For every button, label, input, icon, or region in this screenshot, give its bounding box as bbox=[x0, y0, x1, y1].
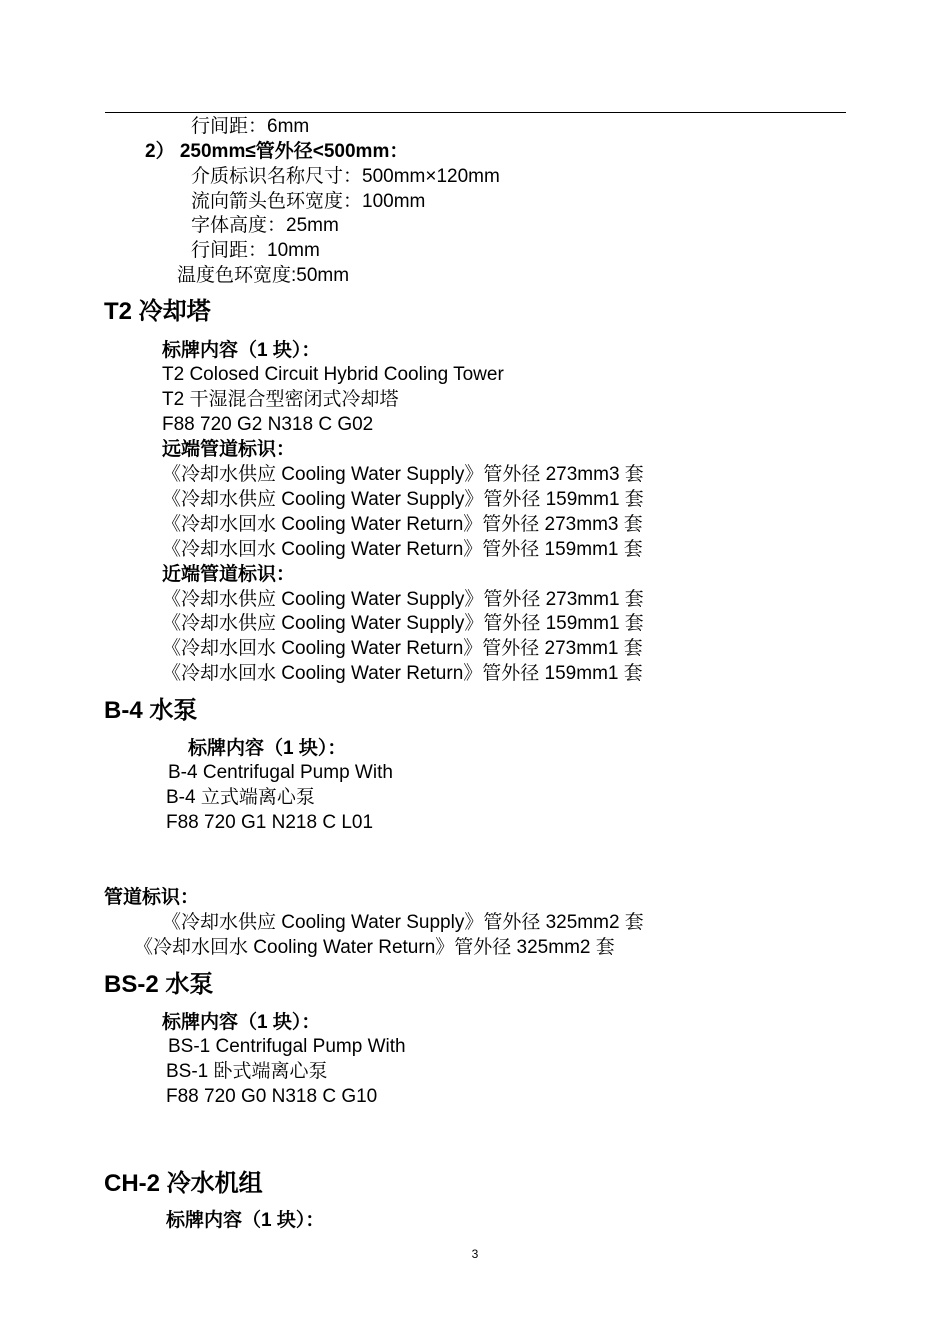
temp-ring-width: 温度色环宽度:50mm bbox=[177, 265, 350, 286]
section-heading-b4: B-4 水泵 bbox=[104, 697, 198, 724]
font-height: 字体高度：25mm bbox=[191, 215, 339, 236]
ring-width: 流向箭头色环宽度：100mm bbox=[191, 191, 426, 212]
t2-near-item: 《冷却水供应 Cooling Water Supply》管外径 273mm1 套 bbox=[162, 589, 644, 610]
bs2-sign-code: F88 720 G0 N318 C G10 bbox=[166, 1086, 378, 1107]
ch2-sign-title: 标牌内容（1 块）： bbox=[166, 1210, 325, 1231]
bs2-sign-en: BS-1 Centrifugal Pump With bbox=[168, 1036, 406, 1057]
t2-far-item: 《冷却水供应 Cooling Water Supply》管外径 273mm3 套 bbox=[162, 464, 644, 485]
bs2-sign-cn: BS-1 卧式端离心泵 bbox=[166, 1061, 328, 1082]
t2-sign-en: T2 Colosed Circuit Hybrid Cooling Tower bbox=[162, 364, 504, 385]
t2-near-item: 《冷却水回水 Cooling Water Return》管外径 159mm1 套 bbox=[162, 663, 643, 684]
page-number: 3 bbox=[471, 1247, 479, 1261]
line-spacing-6: 行间距：6mm bbox=[191, 116, 310, 137]
label-size: 介质标识名称尺寸：500mm×120mm bbox=[191, 166, 500, 187]
bs2-sign-title: 标牌内容（1 块）： bbox=[162, 1012, 321, 1033]
t2-sign-code: F88 720 G2 N318 C G02 bbox=[162, 414, 374, 435]
b4-pipe-item: 《冷却水供应 Cooling Water Supply》管外径 325mm2 套 bbox=[162, 912, 644, 933]
section-heading-bs2: BS-2 水泵 bbox=[104, 971, 214, 998]
t2-far-item: 《冷却水供应 Cooling Water Supply》管外径 159mm1 套 bbox=[162, 489, 644, 510]
t2-far-item: 《冷却水回水 Cooling Water Return》管外径 273mm3 套 bbox=[162, 514, 643, 535]
b4-sign-title: 标牌内容（1 块）： bbox=[188, 738, 347, 759]
b4-pipe-title: 管道标识： bbox=[104, 887, 200, 908]
t2-sign-title: 标牌内容（1 块）： bbox=[162, 340, 321, 361]
header-rule bbox=[105, 112, 846, 113]
b4-sign-code: F88 720 G1 N218 C L01 bbox=[166, 812, 374, 833]
t2-sign-cn: T2 干湿混合型密闭式冷却塔 bbox=[162, 389, 399, 410]
range-heading: 2） 250mm≤管外径<500mm： bbox=[145, 141, 409, 162]
t2-near-title: 近端管道标识： bbox=[162, 564, 296, 585]
t2-far-item: 《冷却水回水 Cooling Water Return》管外径 159mm1 套 bbox=[162, 539, 643, 560]
section-heading-t2: T2 冷却塔 bbox=[104, 298, 211, 325]
line-spacing-10: 行间距：10mm bbox=[191, 240, 320, 261]
b4-pipe-item: 《冷却水回水 Cooling Water Return》管外径 325mm2 套 bbox=[134, 937, 615, 958]
section-heading-ch2: CH-2 冷水机组 bbox=[104, 1170, 263, 1197]
t2-near-item: 《冷却水回水 Cooling Water Return》管外径 273mm1 套 bbox=[162, 638, 643, 659]
b4-sign-cn: B-4 立式端离心泵 bbox=[166, 787, 315, 808]
b4-sign-en: B-4 Centrifugal Pump With bbox=[168, 762, 393, 783]
t2-near-item: 《冷却水供应 Cooling Water Supply》管外径 159mm1 套 bbox=[162, 613, 644, 634]
t2-far-title: 远端管道标识： bbox=[162, 439, 296, 460]
